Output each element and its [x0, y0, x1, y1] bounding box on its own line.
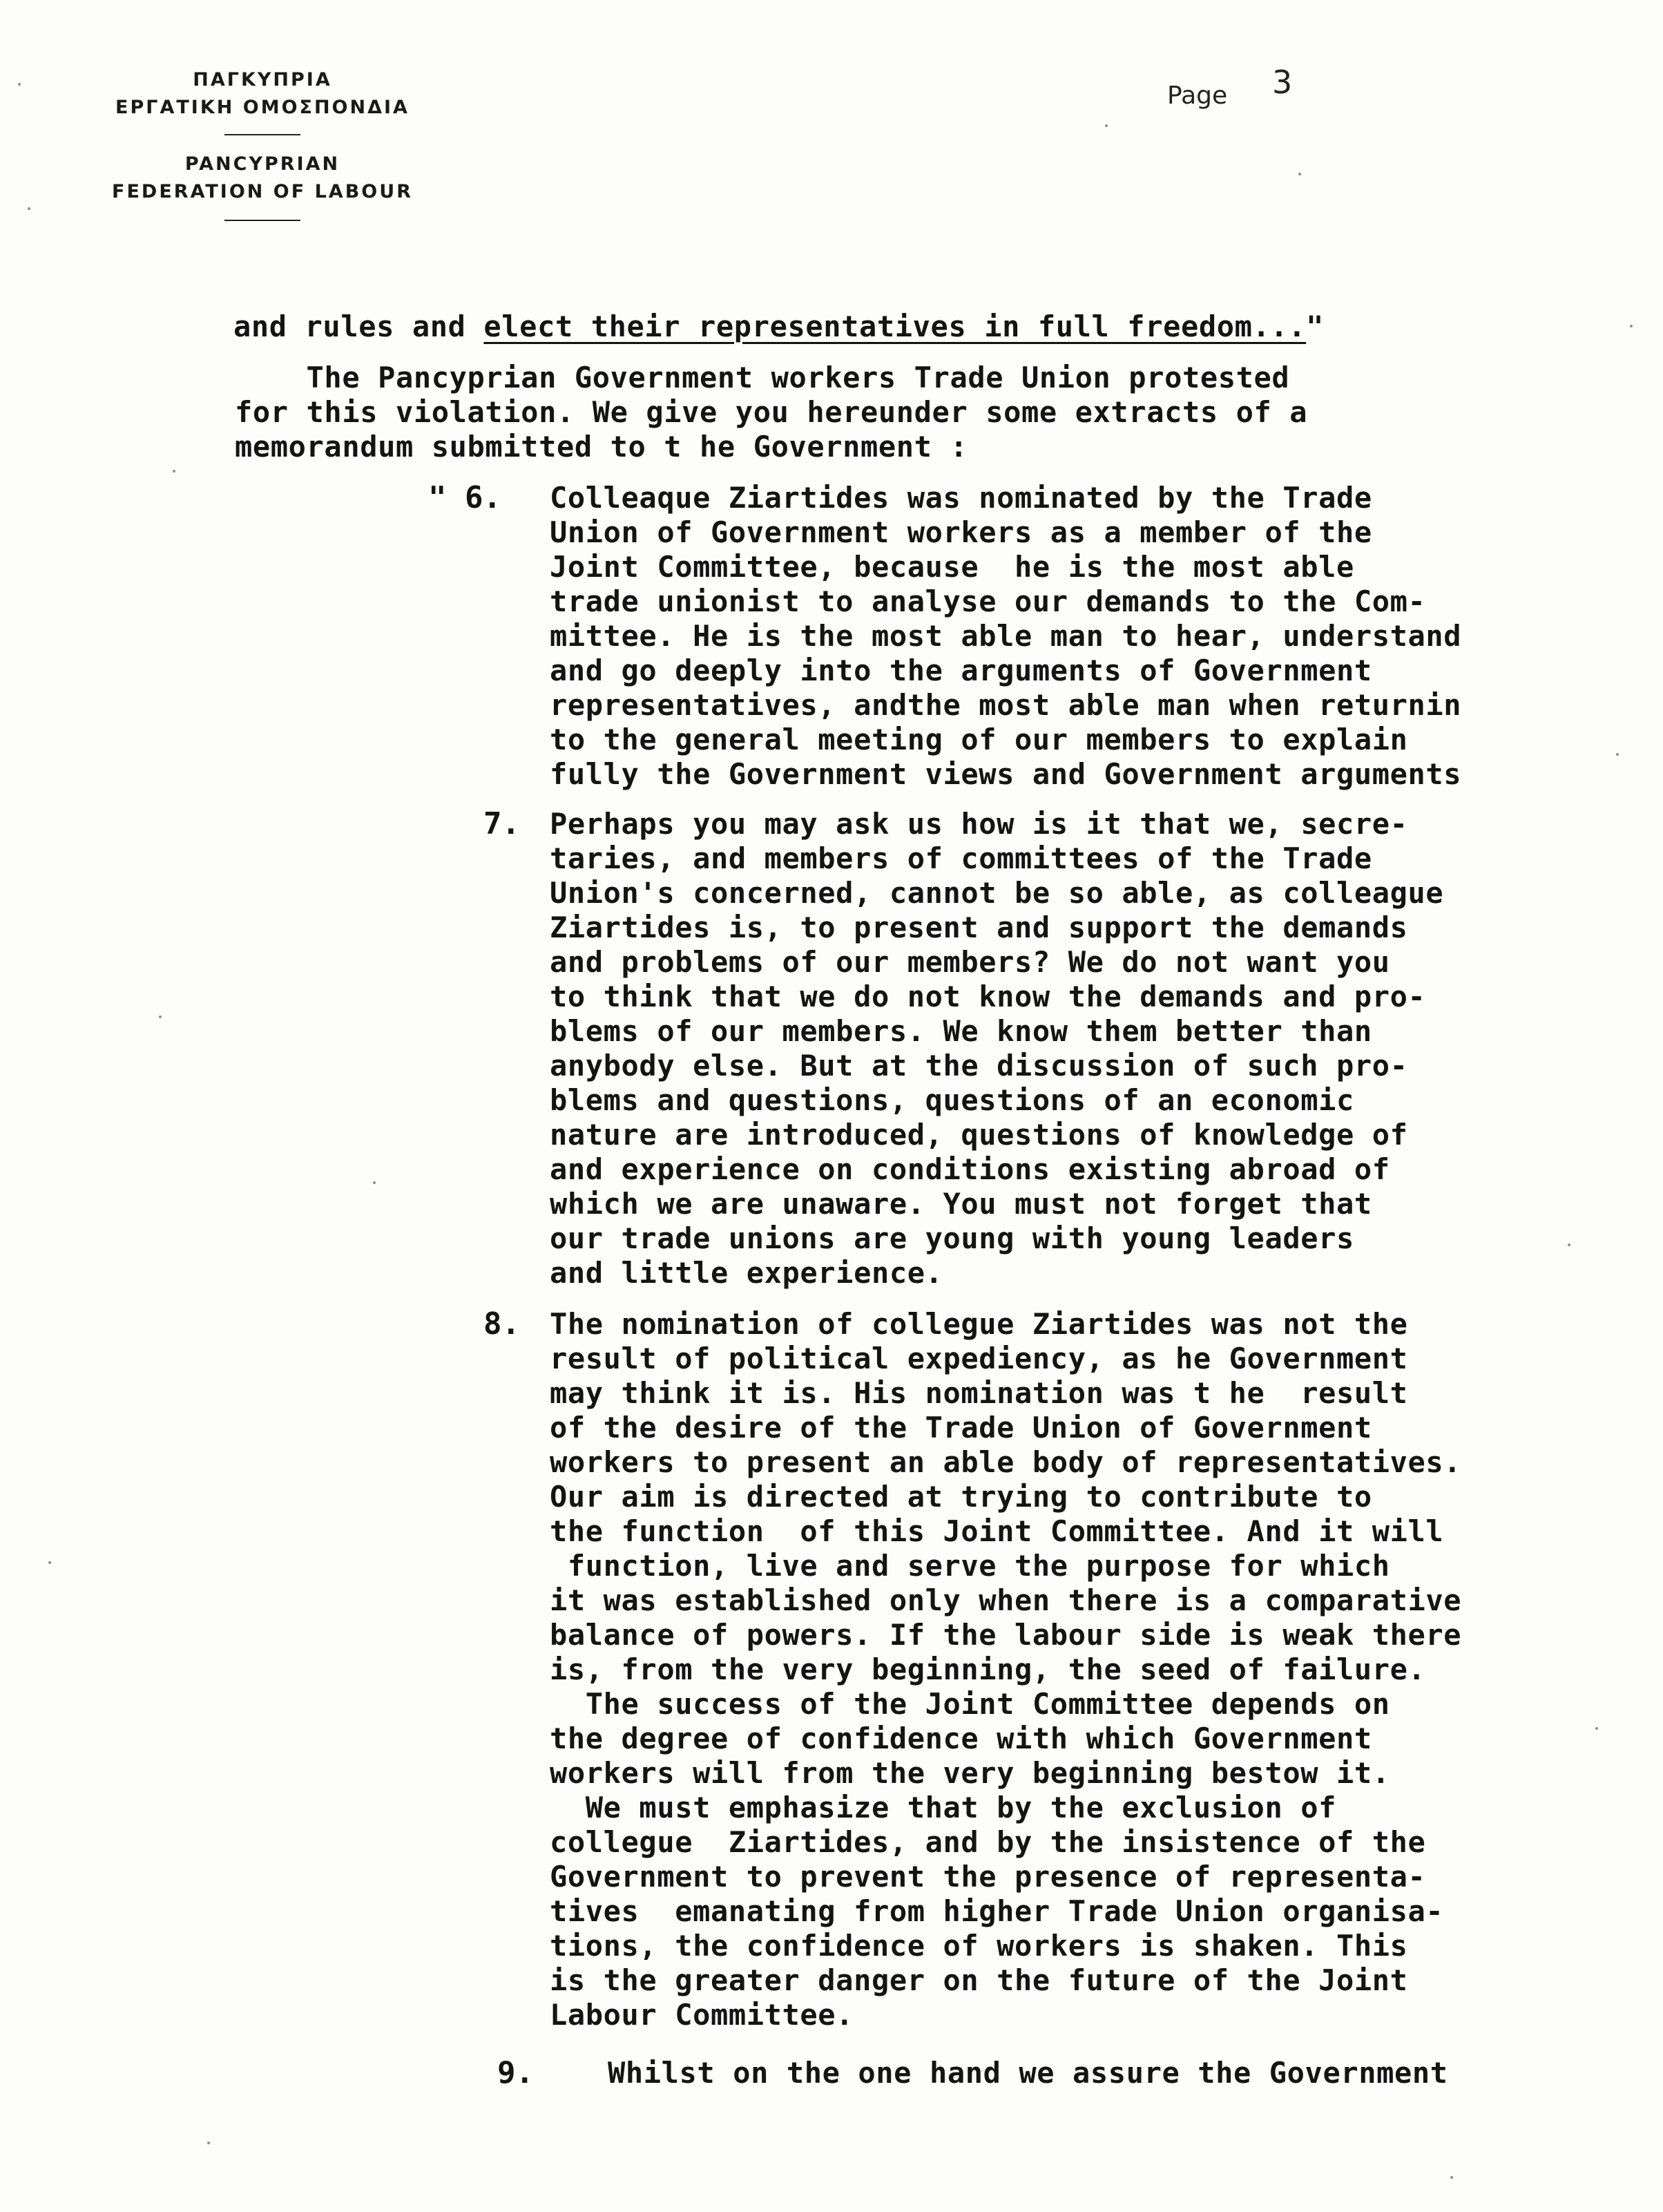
item-6-line: trade unionist to analyse our demands to the Com- [550, 584, 1426, 618]
item-8-line: Our aim is directed at trying to contribute to [550, 1480, 1372, 1514]
item-9-marker: 9. [497, 2055, 534, 2090]
opening-line [233, 309, 1324, 344]
closing-quote-mark: " [1306, 309, 1325, 343]
item-7-line: anybody else. But at the discussion of such pro- [550, 1049, 1408, 1083]
item-7-line: to think that we do not know the demands and pro- [550, 980, 1426, 1013]
item-7-line: and experience on conditions existing abroad of [550, 1152, 1390, 1186]
page-label: Page [1167, 82, 1228, 110]
item-6-line: Colleaque Ziartides was nominated by the Trade [550, 481, 1372, 515]
item-8-line: balance of powers. If the labour side is weak there [550, 1618, 1462, 1652]
item-8-line: the degree of confidence with which Government [550, 1722, 1372, 1755]
item-7-line: taries, and members of committees of the Trade [550, 841, 1372, 875]
item-8-line: We must emphasize that by the exclusion of [550, 1791, 1336, 1824]
item-8-line: of the desire of the Trade Union of Government [550, 1411, 1372, 1445]
scan-speck [1568, 1243, 1570, 1246]
intro-line: memorandum submitted to t he Government : [235, 430, 968, 464]
item-8-line: it was established only when there is a comparative [550, 1583, 1462, 1617]
scan-speck [1595, 1727, 1598, 1730]
item-8-line: workers to present an able body of representatives. [550, 1445, 1462, 1479]
letterhead-english-name: PANCYPRIAN [184, 153, 340, 175]
item-9-line: Whilst on the one hand we assure the Government [608, 2056, 1448, 2090]
item-7-line: and little experience. [550, 1256, 943, 1290]
underlined-quote: elect their representatives in full freedom... [483, 309, 1307, 343]
item-8-line: result of political expediency, as he Government [550, 1342, 1408, 1375]
item-8-line: workers will from the very beginning bestow it. [550, 1756, 1390, 1790]
item-8-line: function, live and serve the purpose for which [550, 1549, 1390, 1583]
letterhead-greek-subtitle: ΕΡΓΑΤΙΚΗ ΟΜΟΣΠΟΝΔΙΑ [115, 97, 410, 118]
scan-speck [159, 1016, 162, 1018]
item-6-line: fully the Government views and Government arguments [550, 757, 1462, 791]
item-7-marker: 7. [483, 806, 520, 841]
item-7-line: Union's concerned, cannot be so able, as colleague [550, 876, 1444, 910]
item-8-line: collegue Ziartides, and by the insistence of the [550, 1825, 1426, 1859]
item-6-line: representatives, andthe most able man when returnin [550, 688, 1462, 722]
letterhead-divider-bottom [224, 220, 300, 221]
item-8-line: The success of the Joint Committee depends on [550, 1687, 1390, 1721]
item-8-line: tions, the confidence of workers is shaken. This [550, 1929, 1408, 1963]
scan-speck [207, 2142, 210, 2144]
scan-speck [1616, 753, 1619, 756]
item-7-line: blems of our members. We know them better than [550, 1014, 1372, 1048]
scan-speck [48, 1561, 51, 1564]
item-7-line: and problems of our members? We do not want you [550, 945, 1390, 979]
letterhead-greek-name: ΠΑΓΚΥΠΡΙΑ [193, 69, 332, 90]
item-6-marker: " 6. [428, 480, 501, 515]
item-6-line: Joint Committee, because he is the most able [550, 550, 1354, 584]
letterhead [69, 66, 456, 236]
scan-speck [1105, 124, 1108, 127]
item-7-line: which we are unaware. You must not forget that [550, 1187, 1372, 1221]
item-7-line: nature are introduced, questions of knowledge of [550, 1118, 1408, 1152]
item-8-line: The nomination of collegue Ziartides was not the [550, 1307, 1408, 1341]
item-8-line: is, from the very beginning, the seed of failure. [550, 1652, 1426, 1686]
item-7-line: our trade unions are young with young leaders [550, 1221, 1354, 1255]
item-6-line: and go deeply into the arguments of Government [550, 654, 1372, 687]
item-8-line: tives emanating from higher Trade Union organisa- [550, 1894, 1444, 1928]
item-7-line: blems and questions, questions of an economic [550, 1083, 1354, 1117]
item-7-line: Ziartides is, to present and support the demands [550, 910, 1408, 944]
intro-line: for this violation. We give you hereunder some extracts of a [235, 395, 1308, 429]
item-8-line: Labour Committee. [550, 1998, 854, 2032]
scan-speck [373, 1181, 376, 1184]
item-8-line: the function of this Joint Committee. And it will [550, 1514, 1444, 1548]
scan-speck [1298, 173, 1301, 175]
item-8-line: may think it is. His nomination was t he result [550, 1376, 1408, 1410]
scan-speck [173, 470, 175, 473]
letterhead-divider [224, 134, 300, 135]
item-7-line: Perhaps you may ask us how is it that we, secre- [550, 807, 1408, 841]
item-8-marker: 8. [483, 1306, 520, 1342]
item-6-line: to the general meeting of our members to explain [550, 723, 1408, 756]
letterhead-english-subtitle: FEDERATION OF LABOUR [112, 181, 413, 202]
item-8-line: is the greater danger on the future of the Joint [550, 1963, 1408, 1997]
scan-speck [28, 207, 30, 210]
scan-speck [1630, 325, 1633, 327]
intro-line: The Pancyprian Government workers Trade Union protested [235, 361, 1290, 394]
item-6-line: mittee. He is the most able man to hear, understand [550, 619, 1462, 653]
opening-line-text: and rules and [233, 309, 484, 343]
item-8-line: Government to prevent the presence of representa- [550, 1860, 1426, 1894]
page-number: 3 [1272, 64, 1293, 101]
item-6-line: Union of Government workers as a member of the [550, 515, 1372, 549]
scan-speck [18, 83, 21, 86]
scan-speck [1450, 2176, 1453, 2179]
